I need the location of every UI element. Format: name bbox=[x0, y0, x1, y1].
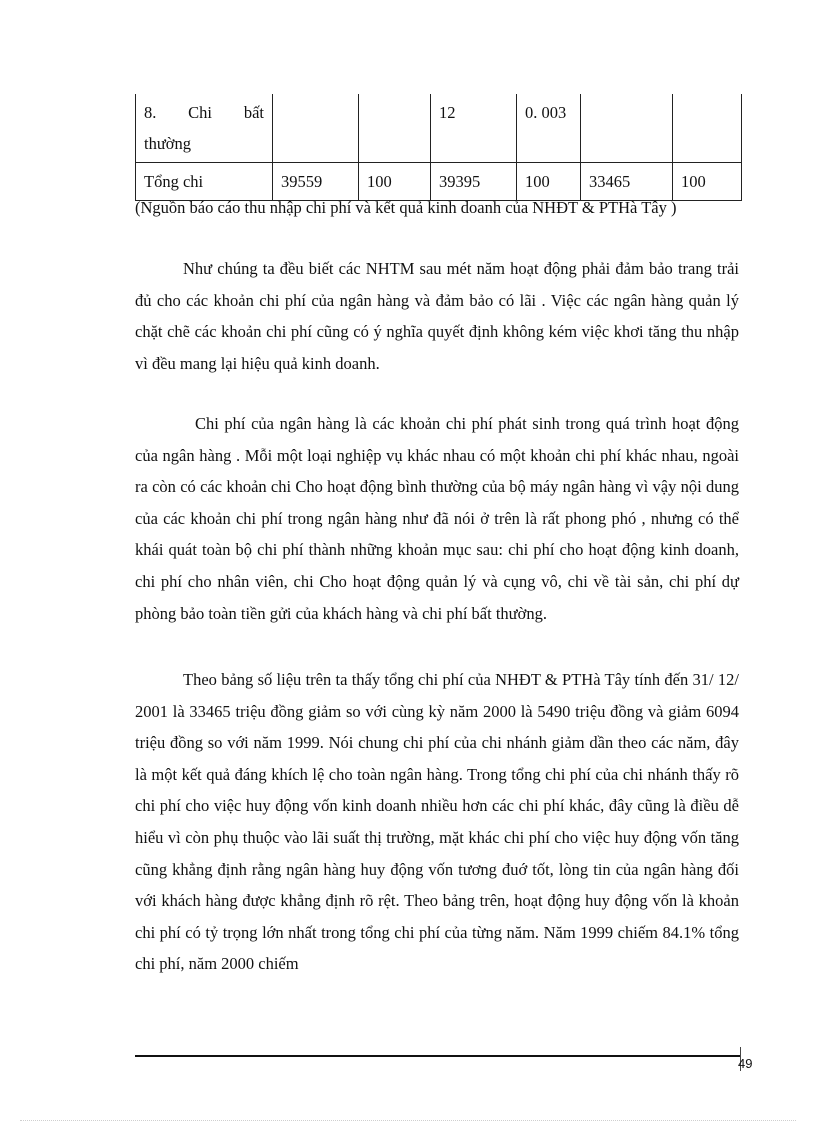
table-cell bbox=[673, 94, 742, 163]
table-cell: 39559 bbox=[273, 163, 359, 201]
table-cell: 0. 003 bbox=[517, 94, 581, 163]
table-cell: 100 bbox=[517, 163, 581, 201]
label-word: bất bbox=[243, 103, 264, 122]
footer-rule bbox=[135, 1055, 741, 1057]
paragraph-3 bbox=[135, 664, 739, 980]
paragraph-text: Chi phí của ngân hàng là các khoản chi phí phát sinh trong quá trình hoạt động của ngân hàng . Mỗi một loại nghiệp vụ khác nhau có một khoản chi phí khác nhau, ngoài ra còn có các khoản chi Cho hoạt động bình thường của bộ máy ngân hàng vì vậy nội dung của các khoản chi phí trong ngân hàng như đã nói ở trên là rất phong phó , nhưng có thể khái quát toàn bộ chi phí thành những khoản mục sau: chi phí cho hoạt động kinh doanh, chi phí cho nhân viên, chi Cho hoạt động quản lý và cụng vô, chi về tài sản, chi phí dự phòng bảo toàn tiền gửi của khách hàng và chi phí bất thường. bbox=[135, 414, 739, 623]
table-cell: 12 bbox=[431, 94, 517, 163]
page-number: 49 bbox=[738, 1056, 753, 1071]
page-bottom-dotted-line bbox=[20, 1120, 796, 1121]
row-label-cell bbox=[136, 94, 273, 163]
paragraph-2 bbox=[135, 408, 739, 629]
expense-table bbox=[135, 94, 742, 201]
paragraph-text: Như chúng ta đều biết các NHTM sau mét năm hoạt động phải đảm bảo trang trải đủ cho các khoản chi phí của ngân hàng và đảm bảo có lãi . Việc các ngân hàng quản lý chặt chẽ các khoản chi phí cũng có ý nghĩa quyết định không kém việc khơi tăng thu nhập vì đều mang lại hiệu quả kinh doanh. bbox=[135, 259, 739, 373]
source-note: (Nguồn báo cáo thu nhập chi phí và kết quả kinh doanh của NHĐT & PTHà Tây ) bbox=[135, 198, 677, 217]
table-cell: 39395 bbox=[431, 163, 517, 201]
label-word: Chi bbox=[188, 103, 213, 122]
row-label-line1 bbox=[144, 97, 264, 128]
label-word: 8. bbox=[144, 103, 157, 122]
paragraph-text: Theo bảng số liệu trên ta thấy tổng chi phí của NHĐT & PTHà Tây tính đến 31/ 12/ 2001 là 33465 triệu đồng giảm so với cùng kỳ năm 2000 là 5490 triệu đồng và giảm 6094 triệu đồng so với năm 1999. Nói chung chi phí của chi nhánh giảm dần theo các năm, đây là một kết quả đáng khích lệ cho toàn ngân hàng. Trong tổng chi phí của chi nhánh thấy rõ chi phí cho việc huy động vốn kinh doanh nhiều hơn các chi phí khác, đây cũng là điều dễ hiểu vì còn phụ thuộc vào lãi suất thị trường, mặt khác chi phí cho việc huy động vốn tăng cũng khẳng định rằng ngân hàng huy động vốn tương đuớ tốt, lòng tin của ngân hàng đối với khách hàng được khẳng định rõ rệt. Theo bảng trên, hoạt động huy động vốn là khoản chi phí có tỷ trọng lớn nhất trong tổng chi phí của từng năm. Năm 1999 chiếm 84.1% tổng chi phí, năm 2000 chiếm bbox=[135, 670, 739, 974]
expense-table-section bbox=[135, 94, 741, 201]
row-label-line2: thường bbox=[144, 134, 192, 153]
row-label-cell: Tổng chi bbox=[136, 163, 273, 201]
table-cell: 100 bbox=[673, 163, 742, 201]
table-cell: 100 bbox=[359, 163, 431, 201]
paragraph-1 bbox=[135, 253, 739, 379]
table-cell: 33465 bbox=[581, 163, 673, 201]
table-row-unusual-expense bbox=[136, 94, 742, 163]
table-cell bbox=[359, 94, 431, 163]
table-cell bbox=[273, 94, 359, 163]
table-cell bbox=[581, 94, 673, 163]
